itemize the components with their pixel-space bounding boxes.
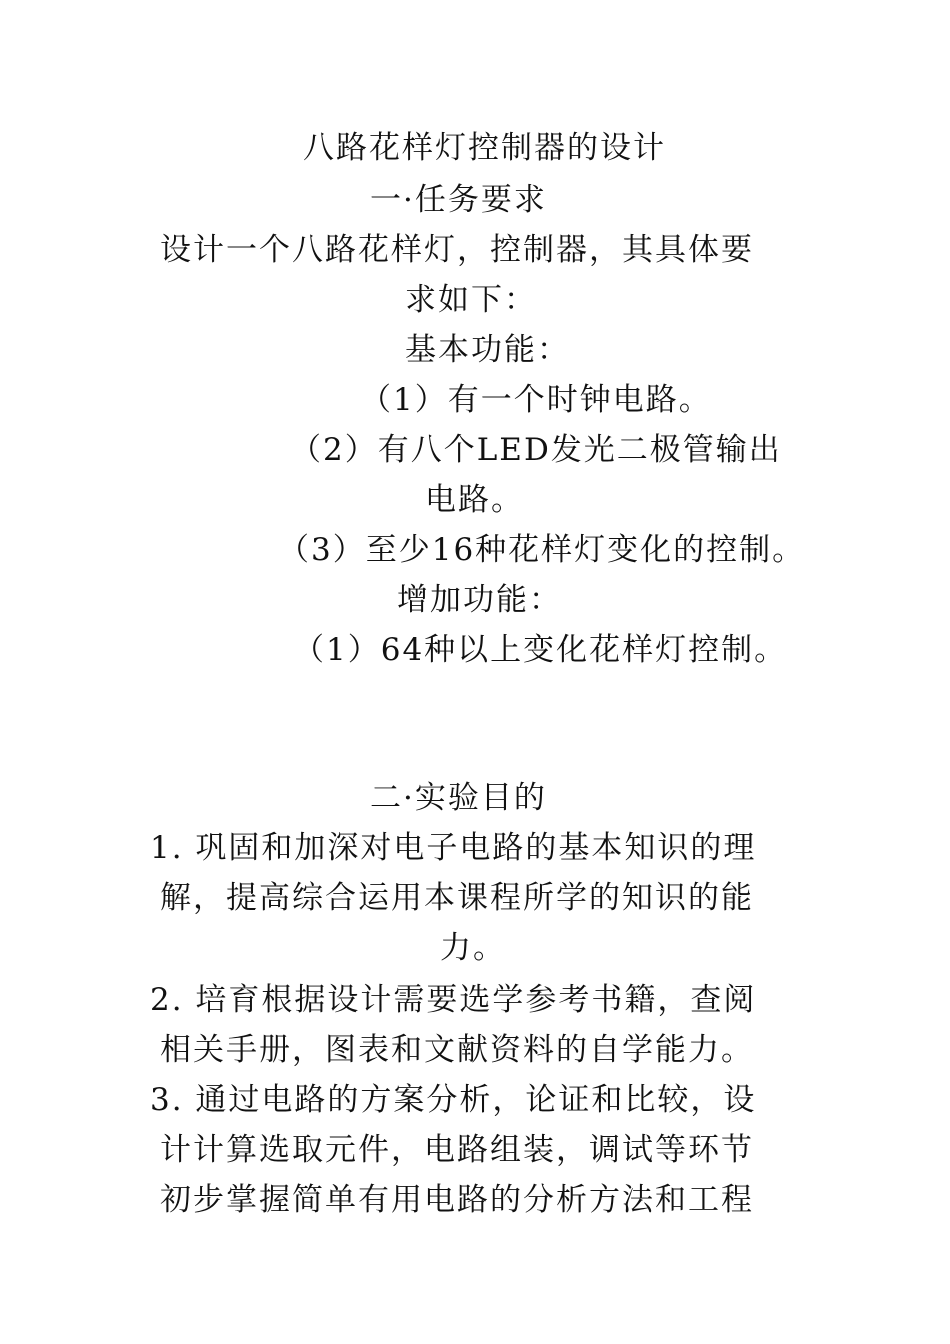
basic-item-1: （1）有一个时钟电路。 (360, 382, 712, 418)
section1-intro-line2: 求如下： (405, 282, 537, 318)
purpose-item-3-line1: 3. 通过电路的方案分析，论证和比较，设 (150, 1082, 757, 1118)
basic-functions-heading: 基本功能： (405, 332, 570, 368)
extra-functions-heading: 增加功能： (397, 582, 562, 618)
purpose-item-1-line1: 1. 巩固和加深对电子电路的基本知识的理 (150, 830, 757, 866)
basic-item-2-line1: （2）有八个LED发光二极管输出 (290, 432, 782, 468)
purpose-item-2-line1: 2. 培育根据设计需要选学参考书籍，查阅 (150, 982, 757, 1018)
purpose-item-3-line2: 计计算选取元件，电路组装，调试等环节 (160, 1132, 754, 1168)
purpose-item-1-line2: 解，提高综合运用本课程所学的知识的能 (160, 880, 754, 916)
extra-item-1: （1）64种以上变化花样灯控制。 (293, 632, 788, 668)
basic-item-3: （3）至少16种花样灯变化的控制。 (278, 532, 806, 568)
section1-heading: 一·任务要求 (370, 182, 547, 218)
basic-item-2-line2: 电路。 (425, 482, 524, 518)
purpose-item-1-line3: 力。 (440, 930, 506, 966)
section2-heading: 二·实验目的 (370, 780, 547, 816)
section1-intro-line1: 设计一个八路花样灯，控制器，其具体要 (160, 232, 754, 268)
purpose-item-3-line3: 初步掌握简单有用电路的分析方法和工程 (160, 1182, 754, 1218)
purpose-item-2-line2: 相关手册，图表和文献资料的自学能力。 (160, 1032, 754, 1068)
document-title: 八路花样灯控制器的设计 (303, 130, 666, 166)
